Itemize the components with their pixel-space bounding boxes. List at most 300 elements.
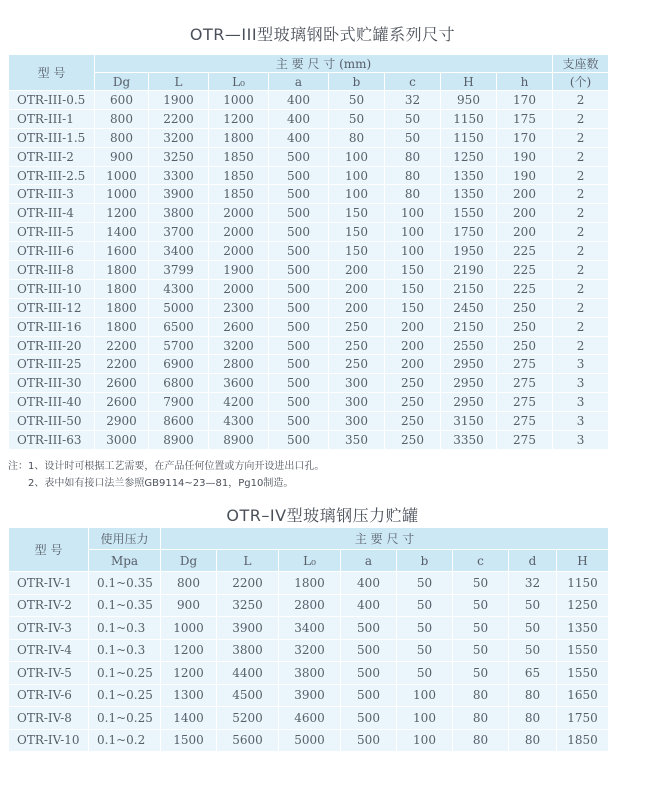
- table-cell: 3900: [217, 617, 279, 640]
- table-row: [9, 166, 609, 185]
- table-row: [9, 204, 609, 223]
- table-row: [9, 617, 609, 640]
- model-cell: OTR-III-0.5: [9, 91, 95, 110]
- table-cell: 1150: [441, 128, 497, 147]
- table-cell: 80: [453, 684, 509, 707]
- table-cell: 32: [385, 91, 441, 110]
- table-cell: 500: [269, 336, 329, 355]
- table-cell: 250: [329, 317, 385, 336]
- table-cell: 200: [385, 336, 441, 355]
- table-cell: 3: [553, 355, 609, 374]
- table-cell: 2: [553, 91, 609, 110]
- table-cell: 6800: [149, 374, 209, 393]
- table-cell: 2200: [217, 572, 279, 595]
- table-cell: 175: [497, 109, 553, 128]
- model-cell: OTR-III-1.5: [9, 128, 95, 147]
- table-cell: 500: [341, 617, 397, 640]
- table-row: [9, 639, 609, 662]
- table-cell: 250: [497, 336, 553, 355]
- table-cell: 2900: [95, 412, 149, 431]
- table-cell: 1400: [95, 223, 149, 242]
- note-2: 2、表中如有接口法兰参照GB9114~23—81，Pg10制造。: [28, 478, 294, 489]
- table-cell: 5000: [279, 729, 341, 752]
- table-cell: 2: [553, 185, 609, 204]
- table-row: [9, 185, 609, 204]
- table-cell: 2: [553, 298, 609, 317]
- table2-title: OTR–IV型玻璃钢压力贮罐: [226, 506, 419, 525]
- table-cell: 50: [397, 662, 453, 685]
- table-row: [9, 242, 609, 261]
- table-cell: 275: [497, 355, 553, 374]
- table-cell: 1000: [95, 185, 149, 204]
- model-cell: OTR-III-25: [9, 355, 95, 374]
- model-cell: OTR-III-2: [9, 147, 95, 166]
- main-dimensions-header: 主 要 尺 寸 (mm): [95, 55, 553, 73]
- column-header: Dg: [161, 550, 217, 572]
- model-header: 型 号: [9, 528, 89, 572]
- table-cell: 150: [329, 223, 385, 242]
- table-cell: 2200: [95, 336, 149, 355]
- table-cell: 5600: [217, 729, 279, 752]
- column-header: H: [441, 73, 497, 91]
- table-cell: 500: [269, 223, 329, 242]
- table-cell: 1000: [209, 91, 269, 110]
- table-cell: 250: [497, 317, 553, 336]
- table-cell: 275: [497, 374, 553, 393]
- table-cell: 170: [497, 91, 553, 110]
- table-cell: 200: [329, 279, 385, 298]
- table-cell: 3200: [149, 128, 209, 147]
- column-header: c: [453, 550, 509, 572]
- table-cell: 50: [329, 91, 385, 110]
- table-cell: 400: [269, 109, 329, 128]
- table-cell: 275: [497, 431, 553, 450]
- table-cell: 50: [385, 109, 441, 128]
- table-row: [9, 684, 609, 707]
- table-cell: 3200: [209, 336, 269, 355]
- table-cell: 400: [269, 91, 329, 110]
- table-cell: 3: [553, 412, 609, 431]
- model-cell: OTR-III-8: [9, 261, 95, 280]
- table-cell: 100: [397, 684, 453, 707]
- table-cell: 1200: [95, 204, 149, 223]
- table-cell: 0.1~0.35: [89, 594, 161, 617]
- table-cell: 50: [509, 617, 557, 640]
- table-cell: 190: [497, 166, 553, 185]
- table-cell: 500: [269, 166, 329, 185]
- table-cell: 1400: [161, 707, 217, 730]
- column-header: L: [149, 73, 209, 91]
- table-cell: 225: [497, 279, 553, 298]
- table-row: [9, 393, 609, 412]
- table-cell: 1150: [557, 572, 609, 595]
- table-cell: 1200: [161, 662, 217, 685]
- table-cell: 1800: [279, 572, 341, 595]
- table-cell: 500: [341, 684, 397, 707]
- table-cell: 2: [553, 336, 609, 355]
- table-cell: 1750: [441, 223, 497, 242]
- table-row: [9, 336, 609, 355]
- table-cell: 4500: [217, 684, 279, 707]
- table-cell: 190: [497, 147, 553, 166]
- table-cell: 600: [95, 91, 149, 110]
- table-cell: 50: [453, 617, 509, 640]
- table-cell: 0.1~0.35: [89, 572, 161, 595]
- table-cell: 2000: [209, 204, 269, 223]
- table-cell: 400: [269, 128, 329, 147]
- table-cell: 50: [453, 594, 509, 617]
- table-cell: 2150: [441, 317, 497, 336]
- table-row: [9, 662, 609, 685]
- table-cell: 250: [385, 412, 441, 431]
- table-cell: 2600: [95, 393, 149, 412]
- table-cell: 1850: [209, 147, 269, 166]
- table-cell: 7900: [149, 393, 209, 412]
- table-cell: 80: [509, 729, 557, 752]
- table-cell: 1000: [161, 617, 217, 640]
- column-header: h: [497, 73, 553, 91]
- table-cell: 2190: [441, 261, 497, 280]
- table-cell: 500: [269, 261, 329, 280]
- model-cell: OTR-III-3: [9, 185, 95, 204]
- table-cell: 275: [497, 412, 553, 431]
- table-cell: 1550: [557, 639, 609, 662]
- table-cell: 80: [385, 147, 441, 166]
- table-row: [9, 729, 609, 752]
- table-cell: 80: [453, 707, 509, 730]
- table-row: [9, 91, 609, 110]
- table-cell: 3799: [149, 261, 209, 280]
- table-cell: 250: [329, 355, 385, 374]
- table-cell: 8900: [209, 431, 269, 450]
- table-cell: 100: [329, 166, 385, 185]
- table-cell: 2450: [441, 298, 497, 317]
- table-cell: 3800: [279, 662, 341, 685]
- table-cell: 50: [509, 594, 557, 617]
- model-cell: OTR-III-20: [9, 336, 95, 355]
- table-cell: 500: [341, 707, 397, 730]
- table-cell: 1800: [95, 261, 149, 280]
- table-cell: 2: [553, 128, 609, 147]
- table-cell: 250: [385, 431, 441, 450]
- table-cell: 2200: [95, 355, 149, 374]
- model-cell: OTR-III-30: [9, 374, 95, 393]
- table-cell: 50: [453, 572, 509, 595]
- table-cell: 300: [329, 374, 385, 393]
- table-cell: 2: [553, 204, 609, 223]
- note-1: 注：1、设计时可根据工艺需要，在产品任何位置或方向开设进出口孔。: [8, 461, 325, 472]
- table-cell: 8900: [149, 431, 209, 450]
- table-cell: 3700: [149, 223, 209, 242]
- table-cell: 50: [453, 662, 509, 685]
- table-cell: 1950: [441, 242, 497, 261]
- table-cell: 800: [95, 128, 149, 147]
- model-cell: OTR-III-4: [9, 204, 95, 223]
- table-cell: 2300: [209, 298, 269, 317]
- table-cell: 80: [385, 185, 441, 204]
- table-cell: 200: [497, 185, 553, 204]
- model-cell: OTR-III-10: [9, 279, 95, 298]
- table-cell: 500: [269, 204, 329, 223]
- table-cell: 2000: [209, 223, 269, 242]
- main-dimensions-header: 主 要 尺 寸: [161, 528, 609, 550]
- table-cell: 50: [509, 639, 557, 662]
- table-cell: 225: [497, 242, 553, 261]
- table-cell: 1550: [557, 662, 609, 685]
- table-cell: 2800: [279, 594, 341, 617]
- table-cell: 1200: [209, 109, 269, 128]
- table-cell: 1750: [557, 707, 609, 730]
- model-cell: OTR-III-40: [9, 393, 95, 412]
- table-cell: 1200: [161, 639, 217, 662]
- table-cell: 5000: [149, 298, 209, 317]
- table-cell: 150: [385, 279, 441, 298]
- table-cell: 0.1~0.3: [89, 639, 161, 662]
- table-cell: 1850: [209, 166, 269, 185]
- table-cell: 500: [269, 147, 329, 166]
- table-cell: 4300: [149, 279, 209, 298]
- table-cell: 2950: [441, 355, 497, 374]
- table-row: [9, 355, 609, 374]
- column-header: b: [397, 550, 453, 572]
- model-cell: OTR-III-6: [9, 242, 95, 261]
- table-cell: 1150: [441, 109, 497, 128]
- table-cell: 800: [161, 572, 217, 595]
- table-cell: 200: [329, 261, 385, 280]
- table-cell: 50: [453, 639, 509, 662]
- table-cell: 100: [329, 147, 385, 166]
- table-cell: 350: [329, 431, 385, 450]
- table-cell: 100: [397, 729, 453, 752]
- table-cell: 2600: [95, 374, 149, 393]
- table-cell: 2800: [209, 355, 269, 374]
- table-cell: 500: [269, 185, 329, 204]
- table-cell: 3: [553, 374, 609, 393]
- table-cell: 500: [269, 412, 329, 431]
- table-cell: 3: [553, 393, 609, 412]
- table-cell: 50: [397, 572, 453, 595]
- table-cell: 200: [385, 355, 441, 374]
- table-row: [9, 261, 609, 280]
- model-cell: OTR-IV-5: [9, 662, 89, 685]
- table-cell: 500: [269, 317, 329, 336]
- table-cell: 250: [385, 374, 441, 393]
- table-cell: 2150: [441, 279, 497, 298]
- table-cell: 2950: [441, 393, 497, 412]
- table-cell: 3250: [217, 594, 279, 617]
- table-cell: 0.1~0.25: [89, 707, 161, 730]
- table-cell: 2000: [209, 242, 269, 261]
- model-cell: OTR-III-2.5: [9, 166, 95, 185]
- table-cell: 2950: [441, 374, 497, 393]
- table-row: [9, 707, 609, 730]
- table-cell: 1250: [441, 147, 497, 166]
- table-cell: 225: [497, 261, 553, 280]
- table-cell: 50: [397, 639, 453, 662]
- model-cell: OTR-IV-6: [9, 684, 89, 707]
- table-cell: 900: [161, 594, 217, 617]
- table-cell: 0.1~0.3: [89, 617, 161, 640]
- table-row: [9, 431, 609, 450]
- table-row: [9, 223, 609, 242]
- pressure-tank-dimensions-table: [8, 527, 609, 752]
- table-row: [9, 317, 609, 336]
- column-header: L: [217, 550, 279, 572]
- column-header: L₀: [279, 550, 341, 572]
- table-cell: 50: [397, 594, 453, 617]
- table-cell: 500: [269, 242, 329, 261]
- table-cell: 2: [553, 147, 609, 166]
- table-cell: 3: [553, 431, 609, 450]
- table-cell: 1650: [557, 684, 609, 707]
- table-cell: 1300: [161, 684, 217, 707]
- model-cell: OTR-III-50: [9, 412, 95, 431]
- table-cell: 3300: [149, 166, 209, 185]
- model-cell: OTR-IV-10: [9, 729, 89, 752]
- column-header: Dg: [95, 73, 149, 91]
- table-cell: 3200: [279, 639, 341, 662]
- table-cell: 150: [329, 242, 385, 261]
- table-cell: 5700: [149, 336, 209, 355]
- table-cell: 500: [269, 355, 329, 374]
- table-cell: 3150: [441, 412, 497, 431]
- table-cell: 2000: [209, 279, 269, 298]
- table-cell: 3400: [149, 242, 209, 261]
- table-cell: 200: [497, 204, 553, 223]
- table-cell: 3600: [209, 374, 269, 393]
- table-cell: 100: [397, 707, 453, 730]
- table-cell: 4400: [217, 662, 279, 685]
- table-cell: 80: [385, 166, 441, 185]
- table-cell: 1800: [95, 317, 149, 336]
- table-cell: 500: [341, 729, 397, 752]
- table-cell: 2: [553, 279, 609, 298]
- table-cell: 250: [497, 298, 553, 317]
- model-cell: OTR-IV-2: [9, 594, 89, 617]
- table-cell: 250: [385, 393, 441, 412]
- table-cell: 800: [95, 109, 149, 128]
- table-cell: 32: [509, 572, 557, 595]
- column-header: a: [269, 73, 329, 91]
- table-cell: 1600: [95, 242, 149, 261]
- table-cell: 50: [397, 617, 453, 640]
- table-cell: 150: [385, 261, 441, 280]
- table-row: [9, 572, 609, 595]
- table-cell: 400: [341, 572, 397, 595]
- table-cell: 3350: [441, 431, 497, 450]
- model-cell: OTR-III-16: [9, 317, 95, 336]
- table-cell: 50: [329, 109, 385, 128]
- model-cell: OTR-III-12: [9, 298, 95, 317]
- table-cell: 0.1~0.2: [89, 729, 161, 752]
- table-row: [9, 412, 609, 431]
- table-cell: 1850: [557, 729, 609, 752]
- table-cell: 950: [441, 91, 497, 110]
- notes: [8, 458, 628, 492]
- table-cell: 200: [497, 223, 553, 242]
- table-cell: 2: [553, 166, 609, 185]
- table-cell: 100: [385, 242, 441, 261]
- column-header: c: [385, 73, 441, 91]
- table-cell: 1000: [95, 166, 149, 185]
- table-cell: 50: [385, 128, 441, 147]
- table-cell: 500: [269, 298, 329, 317]
- table-cell: 100: [385, 223, 441, 242]
- table-cell: 6900: [149, 355, 209, 374]
- table-cell: 1550: [441, 204, 497, 223]
- pressure-header: 使用压力: [89, 528, 161, 550]
- table-row: [9, 109, 609, 128]
- table-cell: 150: [329, 204, 385, 223]
- table-cell: 1350: [441, 166, 497, 185]
- table-cell: 1900: [209, 261, 269, 280]
- table-cell: 275: [497, 393, 553, 412]
- table-cell: 65: [509, 662, 557, 685]
- table-row: [9, 594, 609, 617]
- table-cell: 2: [553, 261, 609, 280]
- table-cell: 1350: [557, 617, 609, 640]
- table-cell: 80: [453, 729, 509, 752]
- table-cell: 900: [95, 147, 149, 166]
- table-cell: 4600: [279, 707, 341, 730]
- table-cell: 1800: [95, 279, 149, 298]
- table-cell: 80: [329, 128, 385, 147]
- model-header: 型 号: [9, 55, 95, 91]
- table-cell: 0.1~0.25: [89, 662, 161, 685]
- table-cell: 500: [341, 662, 397, 685]
- table-cell: 1250: [557, 594, 609, 617]
- table-cell: 4200: [209, 393, 269, 412]
- model-cell: OTR-IV-4: [9, 639, 89, 662]
- table-cell: 200: [329, 298, 385, 317]
- table-cell: 1500: [161, 729, 217, 752]
- table-cell: 8600: [149, 412, 209, 431]
- table-cell: 2200: [149, 109, 209, 128]
- table1-title: OTR—III型玻璃钢卧式贮罐系列尺寸: [189, 25, 456, 44]
- table-cell: 500: [269, 374, 329, 393]
- table-cell: 300: [329, 412, 385, 431]
- table-cell: 1900: [149, 91, 209, 110]
- table-cell: 100: [329, 185, 385, 204]
- table-cell: 1850: [209, 185, 269, 204]
- table-row: [9, 374, 609, 393]
- table-row: [9, 298, 609, 317]
- column-header: a: [341, 550, 397, 572]
- table-cell: 2600: [209, 317, 269, 336]
- table-cell: 3900: [279, 684, 341, 707]
- table-cell: 2: [553, 223, 609, 242]
- table-cell: 3900: [149, 185, 209, 204]
- table-row: [9, 147, 609, 166]
- column-header: L₀: [209, 73, 269, 91]
- table-cell: 200: [385, 317, 441, 336]
- table-cell: 500: [269, 393, 329, 412]
- model-cell: OTR-IV-3: [9, 617, 89, 640]
- horizontal-tank-dimensions-table: [8, 54, 609, 450]
- table-cell: 3800: [217, 639, 279, 662]
- table-cell: 80: [509, 684, 557, 707]
- table-row: [9, 128, 609, 147]
- table-cell: 3000: [95, 431, 149, 450]
- support-count-header: 支座数: [553, 55, 609, 73]
- table-cell: 100: [385, 204, 441, 223]
- model-cell: OTR-III-1: [9, 109, 95, 128]
- table-cell: 2: [553, 109, 609, 128]
- table-cell: 500: [269, 431, 329, 450]
- model-cell: OTR-IV-8: [9, 707, 89, 730]
- table-cell: 1800: [95, 298, 149, 317]
- table-cell: 500: [341, 639, 397, 662]
